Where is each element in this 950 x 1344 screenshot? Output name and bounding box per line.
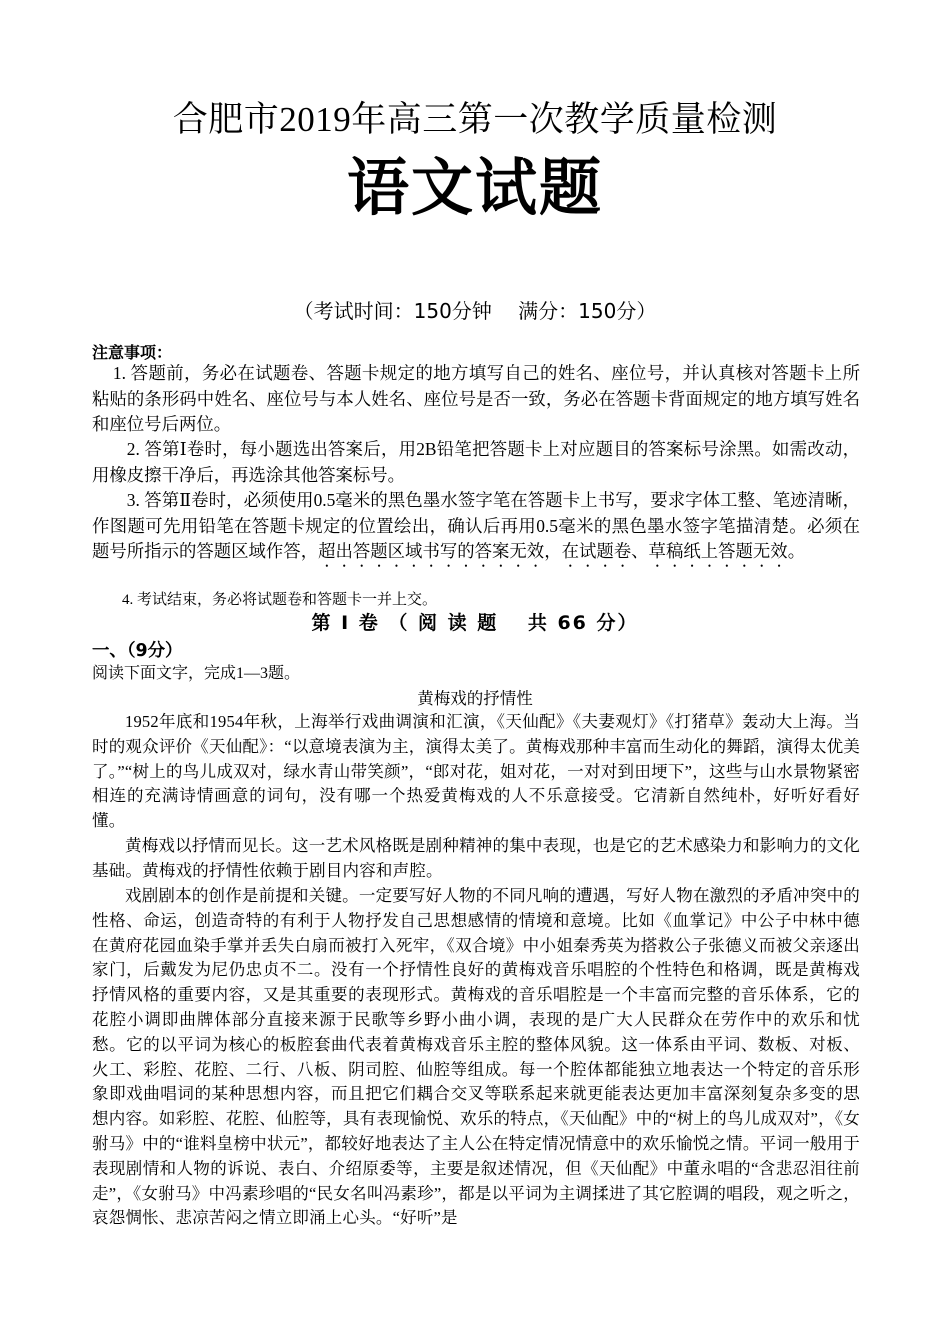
note-item-3-separator: ， bbox=[544, 541, 562, 561]
exam-name-heading: 合肥市2019年高三第一次教学质量检测 bbox=[172, 100, 778, 139]
subject-title: 语文试题 bbox=[346, 155, 603, 223]
notes-title: 注意事项： bbox=[92, 343, 173, 362]
article-paragraph-2: 黄梅戏以抒情而见长。这一艺术风格既是剧种精神的集中表现，也是它的艺术感染力和影响力的文化基础。黄梅戏的抒情性依赖于剧目内容和声腔。 bbox=[92, 836, 860, 880]
note-item-1: 1. 答题前，务必在试题卷、答题卡规定的地方填写自己的姓名、座位号，并认真核对答题卡上所粘贴的条形码中姓名、座位号与本人姓名、座位号是否一致，务必在答题卡背面规定的地方填写姓名和座位号后两位。 bbox=[92, 363, 860, 434]
note-item-3-text: 3. 答第Ⅱ卷时，必须使用0.5毫米的黑色墨水签字笔在答题卡上书写，要求字体工整、笔迹清晰，作图题可先用铅笔在答题卡规定的位置绘出，确认后再用0.5毫米的黑色墨水签字笔描清楚。必须在题号所指示的答题区域作答， bbox=[92, 490, 860, 561]
note-item-2: 2. 答第Ⅰ卷时，每小题选出答案后，用2B铅笔把答题卡上对应题目的答案标号涂黑。如需改动，用橡皮擦干净后，再选涂其他答案标号。 bbox=[92, 439, 860, 485]
note-item-3-emphasis-1: 超出答题区域书写的答案无效 bbox=[318, 541, 545, 561]
article-paragraph-1: 1952年底和1954年秋，上海举行戏曲调演和汇演，《天仙配》《夫妻观灯》《打猪草》轰动大上海。当时的观众评价《天仙配》：“以意境表演为主，演得太美了。黄梅戏那种丰富而生动化的舞蹈，演得太优美了。”“树上的鸟儿成双对，绿水青山带笑颜”，“郎对花，姐对花，一对对到田埂下”，这些与山水景物紧密相连的充满诗情画意的词句，没有哪一个热爱黄梅戏的人不乐意接受。它清新自然纯朴，好听好看好懂。 bbox=[92, 712, 860, 831]
reading-instruction: 阅读下面文字，完成1—3题。 bbox=[92, 665, 301, 682]
article-paragraph-3: 戏剧剧本的创作是前提和关键。一定要写好人物的不同凡响的遭遇，写好人物在激烈的矛盾冲突中的性格、命运，创造奇特的有利于人物抒发自己思想感情的情境和意境。比如《血掌记》中公子中林中德在黄府花园血染手掌并丢失白扇而被打入死牢，《双合境》中小姐秦秀英为搭救公子张德义而被父亲逐出家门，后戴发为尼仍忠贞不二。没有一个抒情性良好的黄梅戏音乐唱腔的个性特色和格调，既是黄梅戏抒情风格的重要内容，又是其重要的表现形式。黄梅戏的音乐唱腔是一个丰富而完整的音乐体系，它的花腔小调即曲牌体部分直接来源于民歌等乡野小曲小调，表现的是广大人民群众在劳作中的欢乐和忧愁。它的以平词为核心的板腔套曲代表着黄梅戏音乐主腔的整体风貌。这一体系由平词、数板、对板、火工、彩腔、花腔、二行、八板、阴司腔、仙腔等组成。每一个腔体都能独立地表达一个特定的音乐形象即戏曲唱词的某种思想内容，而且把它们耦合交叉等联系起来就更能表达更加丰富深刻复杂多变的思想内容。如彩腔、花腔、仙腔等，具有表现愉悦、欢乐的特点，《天仙配》中的“树上的鸟儿成双对”，《女驸马》中的“谁料皇榜中状元”，都较好地表达了主人公在特定情况情意中的欢乐愉悦之情。平词一般用于表现剧情和人物的诉说、表白、介绍原委等，主要是叙述情况，但《天仙配》中董永唱的“含悲忍泪往前走”，《女驸马》中冯素珍唱的“民女名叫冯素珍”，都是以平词为主调揉进了其它腔调的唱段，观之听之，哀怨惆怅、悲凉苦闷之情立即涌上心头。“好听”是 bbox=[92, 886, 860, 1228]
article-title: 黄梅戏的抒情性 bbox=[417, 689, 533, 708]
note-item-3 bbox=[92, 488, 860, 571]
note-item-3-emphasis-2: 在试题卷、草稿纸上答题无效 bbox=[561, 541, 788, 561]
note-item-3-end: 。 bbox=[787, 541, 806, 561]
exam-info-line: （考试时间：150分钟 满分：150分） bbox=[293, 299, 657, 323]
part-heading: 一、（9分） bbox=[92, 641, 183, 661]
note-item-4: 4. 考试结束，务必将试题卷和答题卡一并上交。 bbox=[122, 592, 438, 608]
section-title: 第 Ⅰ 卷 （ 阅 读 题 共 66 分） bbox=[311, 612, 639, 634]
